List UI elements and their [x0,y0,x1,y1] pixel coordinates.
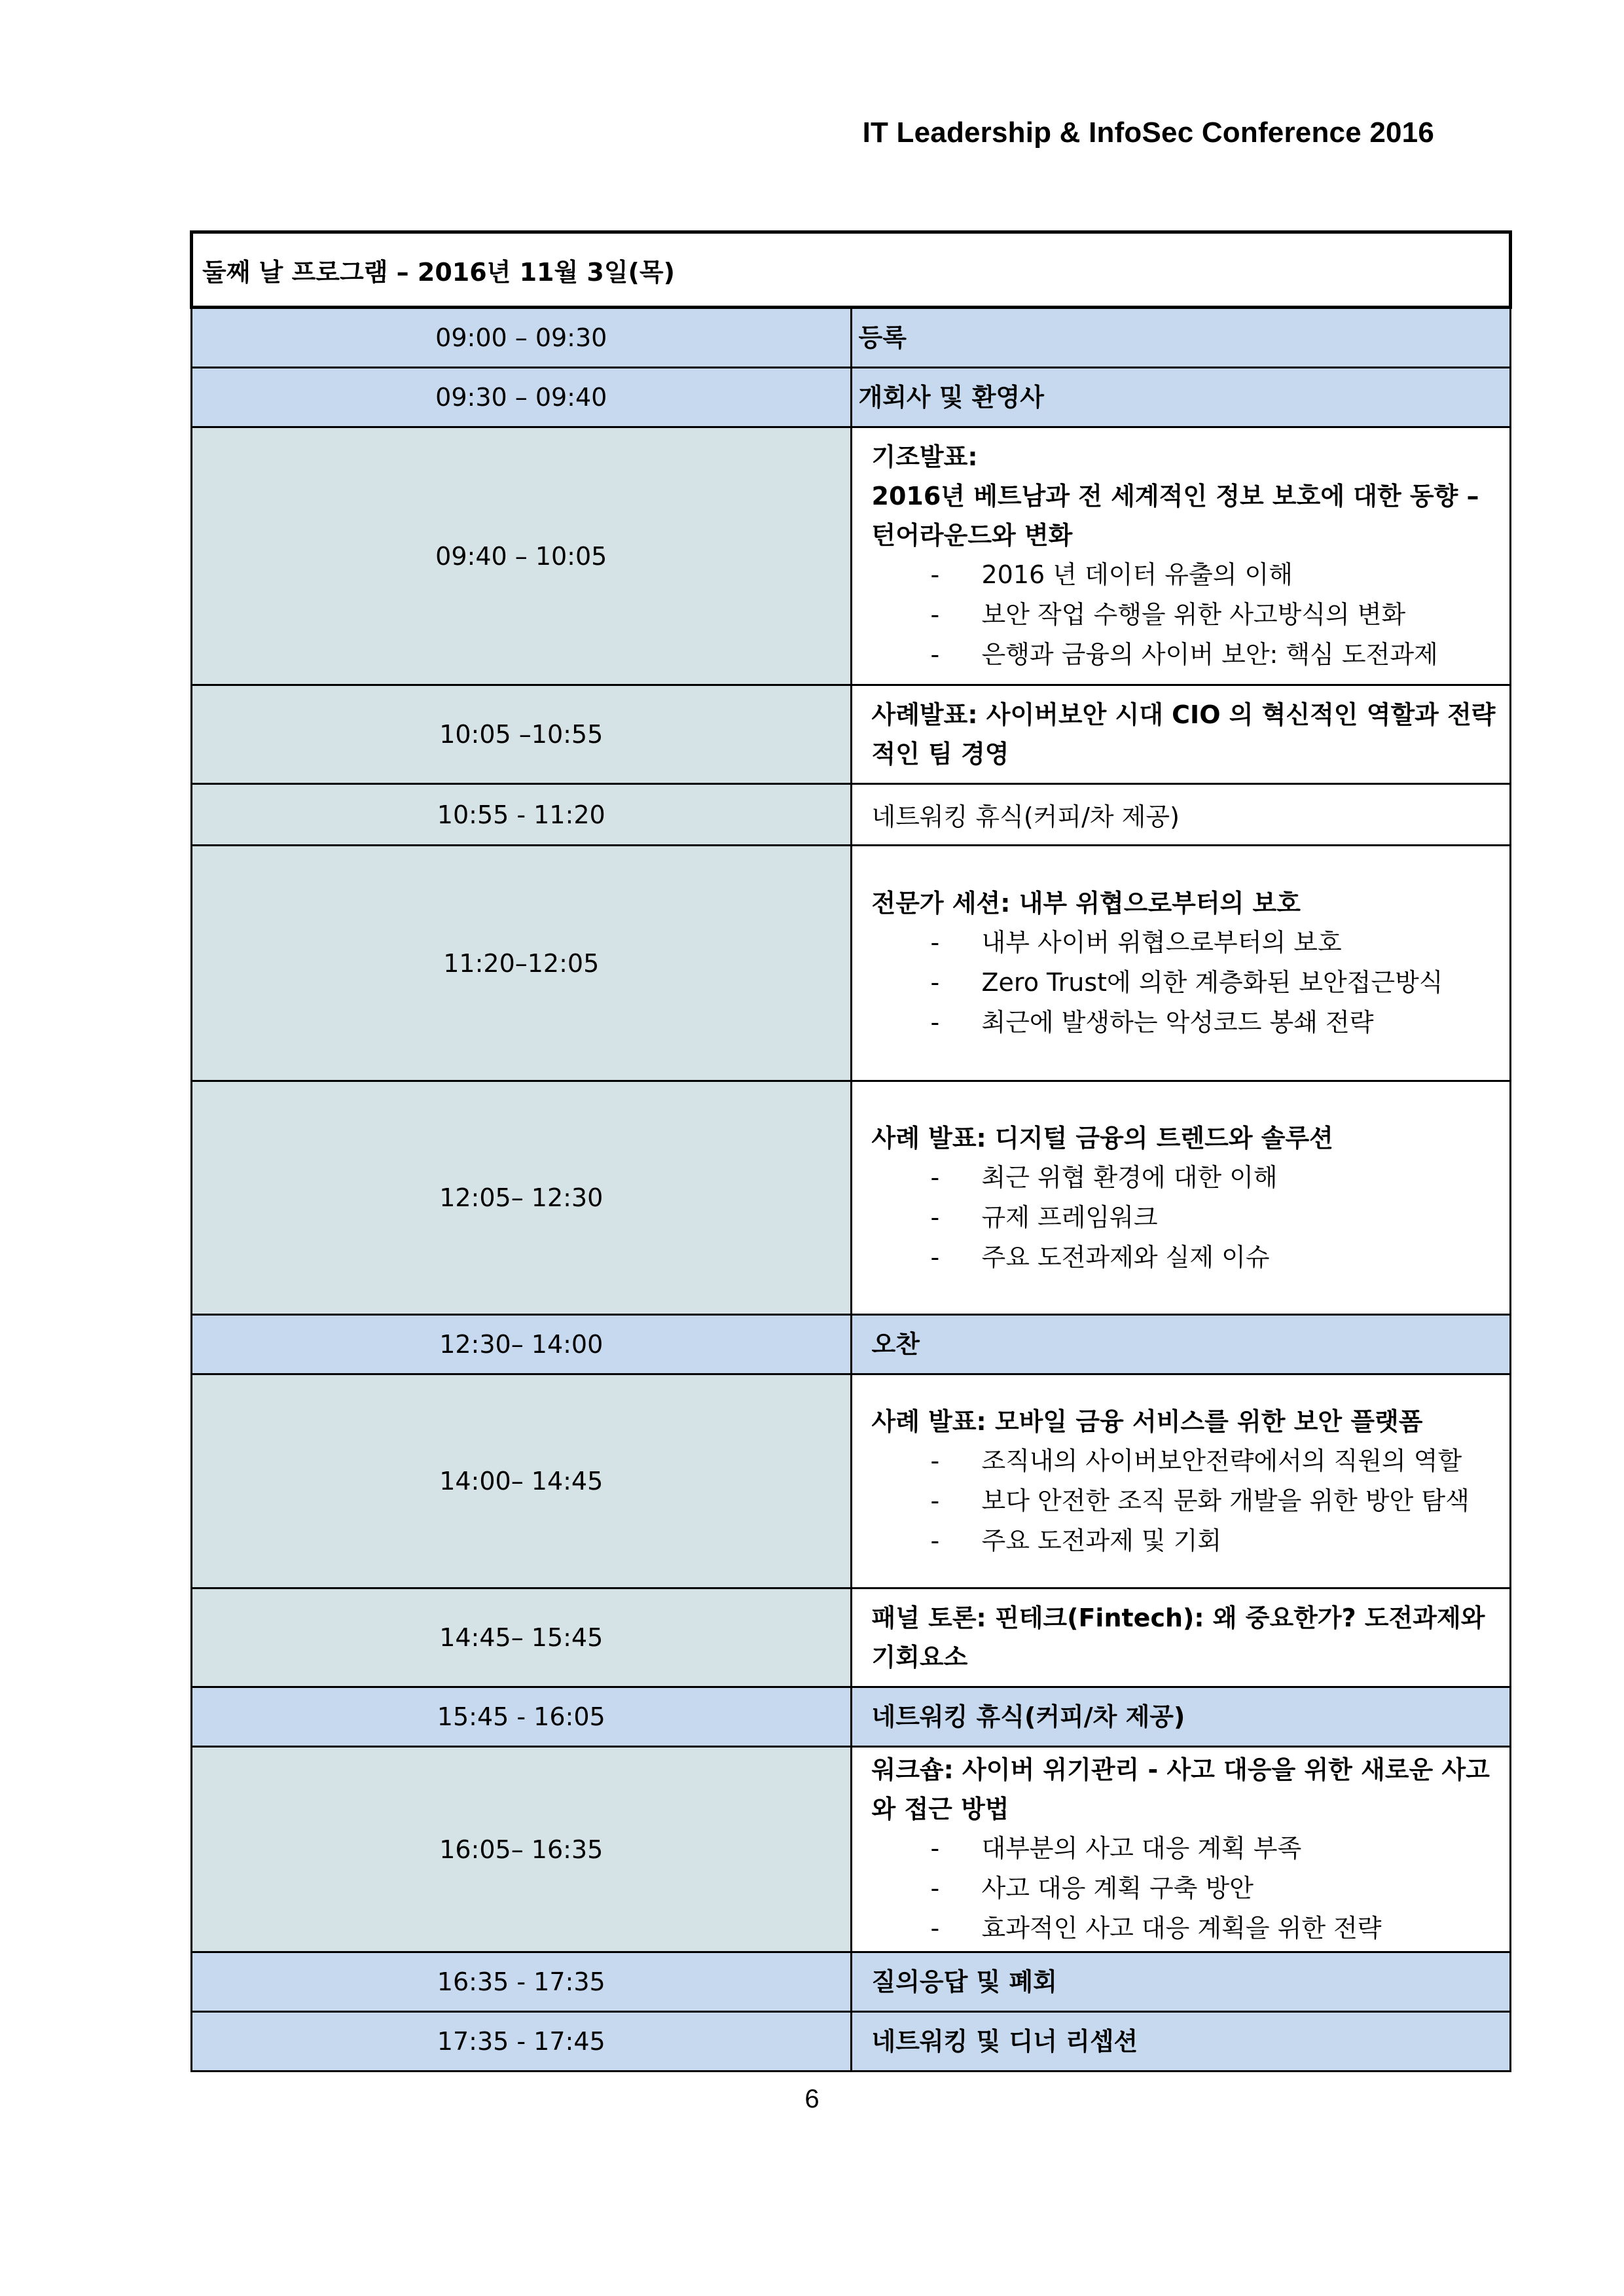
session-content [851,427,1511,685]
session-items [872,1829,1498,1948]
session-title: 네트워킹 휴식(커피/차 제공) [851,1687,1511,1747]
schedule-row [192,784,1511,846]
schedule-row [192,2012,1511,2072]
session-title: 네트워킹 휴식(커피/차 제공) [851,784,1511,846]
session-time: 12:05– 12:30 [192,1081,852,1315]
session-time: 16:35 - 17:35 [192,1952,852,2012]
session-time: 11:20–12:05 [192,846,852,1081]
schedule-row [192,1588,1511,1687]
session-time: 10:05 –10:55 [192,685,852,784]
session-title: 질의응답 및 폐회 [851,1952,1511,2012]
session-content [851,1081,1511,1315]
list-item: - 보안 작업 수행을 위한 사고방식의 변화 [930,600,1406,629]
list-item: - Zero Trust에 의한 계층화된 보안접근방식 [930,968,1443,997]
session-label: 기조발표: [871,442,978,471]
list-item: - 2016 년 데이터 유출의 이해 [930,560,1293,589]
schedule-row [192,368,1511,427]
list-item: - 사고 대응 계획 구축 방안 [930,1874,1254,1903]
schedule-row [192,427,1511,685]
schedule-row [192,1747,1511,1952]
list-item: - 주요 도전과제와 실제 이슈 [930,1242,1270,1272]
schedule-row [192,685,1511,784]
session-title: 2016년 베트남과 전 세계적인 정보 보호에 대한 동향 – 턴어라운드와 변화 [871,482,1479,550]
session-title: 오찬 [851,1315,1511,1374]
schedule-row [192,308,1511,368]
table-title-row [192,232,1511,308]
session-items [872,923,1498,1043]
list-item: - 조직내의 사이버보안전략에서의 직원의 역할 [930,1446,1462,1475]
list-item: - 내부 사이버 위협으로부터의 보호 [930,928,1342,957]
session-content [851,1374,1511,1588]
session-title: 전문가 세션: 내부 위협으로부터의 보호 [871,889,1301,918]
list-item: - 은행과 금융의 사이버 보안: 핵심 도전과제 [930,640,1438,669]
session-time: 16:05– 16:35 [192,1747,852,1952]
session-time: 09:40 – 10:05 [192,427,852,685]
session-time: 14:00– 14:45 [192,1374,852,1588]
page-number: 6 [804,2085,820,2113]
schedule-row [192,1374,1511,1588]
session-title: 워크숍: 사이버 위기관리 - 사고 대응을 위한 새로운 사고와 접근 방법 [871,1755,1490,1823]
session-time: 12:30– 14:00 [192,1315,852,1374]
list-item: - 보다 안전한 조직 문화 개발을 위한 방안 탐색 [930,1486,1470,1515]
list-item: - 대부분의 사고 대응 계획 부족 [930,1834,1302,1863]
session-time: 17:35 - 17:45 [192,2012,852,2072]
schedule-row [192,1952,1511,2012]
document-header: IT Leadership & InfoSec Conference 2016 [862,117,1434,149]
table-title: 둘째 날 프로그램 – 2016년 11월 3일(목) [192,232,1511,308]
list-item: - 최근 위협 환경에 대한 이해 [930,1162,1278,1192]
session-items [872,555,1498,675]
schedule-row [192,1687,1511,1747]
schedule-row [192,1081,1511,1315]
session-title: 등록 [851,308,1511,368]
session-items [872,1158,1498,1278]
session-title: 사례 발표: 모바일 금융 서비스를 위한 보안 플랫폼 [871,1407,1423,1436]
session-time: 10:55 - 11:20 [192,784,852,846]
session-time: 15:45 - 16:05 [192,1687,852,1747]
session-content [851,846,1511,1081]
schedule-row [192,1315,1511,1374]
session-time: 09:00 – 09:30 [192,308,852,368]
schedule-row [192,846,1511,1081]
list-item: - 최근에 발생하는 악성코드 봉쇄 전략 [930,1008,1374,1037]
list-item: - 규제 프레임워크 [930,1202,1158,1232]
list-item: - 주요 도전과제 및 기회 [930,1526,1222,1555]
session-title: 사례발표: 사이버보안 시대 CIO 의 혁신적인 역할과 전략적인 팀 경영 [851,685,1511,784]
session-title: 패널 토론: 핀테크(Fintech): 왜 중요한가? 도전과제와 기회요소 [851,1588,1511,1687]
session-items [872,1441,1498,1561]
session-time: 09:30 – 09:40 [192,368,852,427]
program-table [190,230,1512,2072]
session-title: 개회사 및 환영사 [851,368,1511,427]
session-time: 14:45– 15:45 [192,1588,852,1687]
session-content [851,1747,1511,1952]
list-item: - 효과적인 사고 대응 계획을 위한 전략 [930,1914,1382,1943]
session-title: 네트워킹 및 디너 리셉션 [851,2012,1511,2072]
session-title: 사례 발표: 디지털 금융의 트렌드와 솔루션 [871,1123,1333,1153]
